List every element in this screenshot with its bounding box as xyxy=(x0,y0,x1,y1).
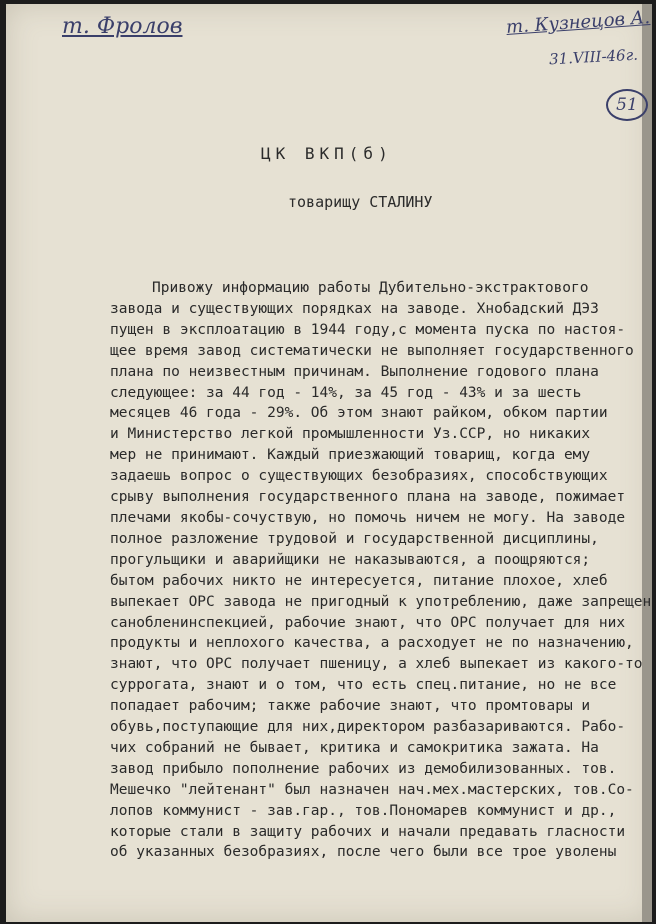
handwritten-name-right: т. Кузнецов А. xyxy=(505,6,651,39)
body-line: чих собраний не бывает, критика и самокритика зажата. На xyxy=(110,739,599,756)
letter-body xyxy=(110,278,651,863)
body-line: пущен в эксплоатацию в 1944 году,с момента пуска по настоя- xyxy=(110,321,626,338)
body-line: плечами якобы-сочуствую, но помочь ничем не могу. На заводе xyxy=(110,509,626,526)
body-line: мер не принимают. Каждый приезжающий товарищ, когда ему xyxy=(110,447,591,464)
body-line: лопов коммунист - зав.гар., тов.Пономарев коммунист и др., xyxy=(110,802,617,819)
body-line: завода и существующих порядках на заводе. Хнобадский ДЭЗ xyxy=(110,300,599,317)
body-line: которые стали в защиту рабочих и начали предавать гласности xyxy=(110,823,626,840)
body-line: следующее: за 44 год - 14%, за 45 год - 43% и за шесть xyxy=(110,384,582,401)
body-line: срыву выполнения государственного плана на заводе, пожимает xyxy=(110,489,626,506)
page-number-stamp: 51 xyxy=(606,89,648,121)
body-line: знают, что ОРС получает пшеницу, а хлеб выпекает из какого-то xyxy=(110,656,643,673)
body-line: прогульщики и аварийщики не наказываются, а поощряются; xyxy=(110,551,591,568)
body-line: завод прибыло пополнение рабочих из демобилизованных. тов. xyxy=(110,760,617,777)
body-line: месяцев 46 года - 29%. Об этом знают райком, обком партии xyxy=(110,405,608,422)
addressee-organization: ЦК ВКП(б) xyxy=(261,144,393,163)
body-line: и Министерство легкой промышленности Уз.ССР, но никаких xyxy=(110,426,591,443)
document-page xyxy=(6,4,652,922)
body-line: обувь,поступающие для них,директором разбазариваются. Рабо- xyxy=(110,719,626,736)
body-line: об указанных безобразиях, после чего были все трое уволены xyxy=(110,844,617,861)
body-line: санобленинспекцией, рабочие знают, что ОРС получает для них xyxy=(110,614,626,631)
body-line: щее время завод систематически не выполняет государственного xyxy=(110,342,634,359)
body-line: Привожу информацию работы Дубительно-экстрактового xyxy=(152,280,589,296)
handwritten-date: 31.VIII-46г. xyxy=(548,45,639,69)
body-line: выпекает ОРС завода не пригодный к употреблению, даже запрещен xyxy=(110,593,652,610)
handwritten-name-left: т. Фролов xyxy=(62,14,183,39)
body-line: плана по неизвестным причинам. Выполнение годового плана xyxy=(110,363,599,380)
addressee-person: товарищу СТАЛИНУ xyxy=(288,193,433,211)
body-line: попадает рабочим; также рабочие знают, что промтовары и xyxy=(110,698,591,715)
body-line: суррогата, знают и о том, что есть спец.питание, но не все xyxy=(110,677,617,694)
body-line: задаешь вопрос о существующих безобразиях, способствующих xyxy=(110,468,608,485)
body-line: бытом рабочих никто не интересуется, питание плохое, хлеб xyxy=(110,572,608,589)
body-line: полное разложение трудовой и государственной дисциплины, xyxy=(110,530,599,547)
body-line: Мешечко "лейтенант" был назначен нач.мех.мастерских, тов.Со- xyxy=(110,781,634,798)
body-line: продукты и неплохого качества, а расходует не по назначению, xyxy=(110,635,634,652)
